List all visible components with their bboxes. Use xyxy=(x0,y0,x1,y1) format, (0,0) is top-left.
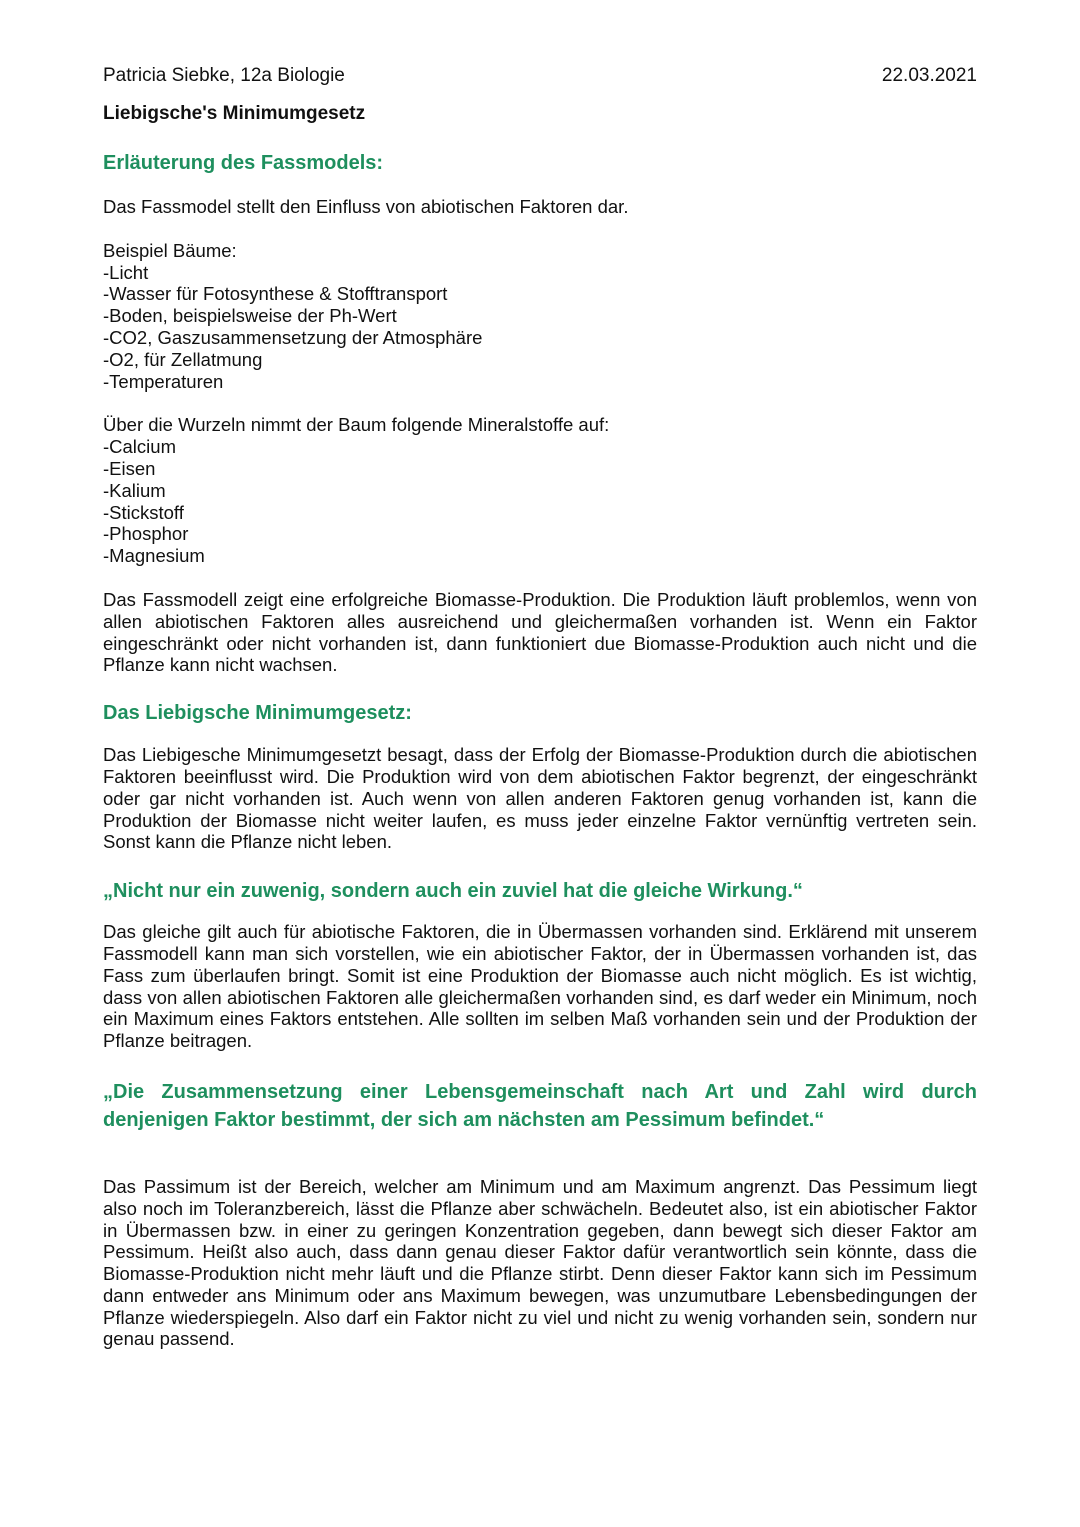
factor-list xyxy=(103,262,977,393)
section-heading-fassmodel: Erläuterung des Fassmodels: xyxy=(103,152,384,174)
list-item: -Kalium xyxy=(103,479,166,501)
document-page xyxy=(103,62,977,1350)
list-item: -Stickstoff xyxy=(103,501,184,523)
list-item: -Boden, beispielsweise der Ph-Wert xyxy=(103,305,397,327)
quote-heading-pessimum: „Die Zusammensetzung einer Lebensgemeinschaft nach Art und Zahl wird durch denjenigen Faktor bestimmt, der sich am nächsten am Pessimum befindet.“ xyxy=(103,1080,977,1131)
mineral-list xyxy=(103,436,977,567)
document-title: Liebigsche's Minimumgesetz xyxy=(103,103,366,124)
list-item: -Licht xyxy=(103,261,149,283)
list-item: -Eisen xyxy=(103,457,156,479)
section-heading-minimumgesetz: Das Liebigsche Minimumgesetz: xyxy=(103,702,412,725)
intro-text: Das Fassmodel stellt den Einfluss von abiotischen Faktoren dar. xyxy=(103,196,629,217)
list-item: -Magnesium xyxy=(103,545,205,567)
list-item: -Wasser für Fotosynthese & Stofftransport xyxy=(103,283,448,305)
example-label: Beispiel Bäume: xyxy=(103,239,237,261)
uebermassen-paragraph: Das gleiche gilt auch für abiotische Faktoren, die in Übermassen vorhanden sind. Erklärend mit unserem Fassmodell kann man sich vorstellen, wie ein abiotischer Faktor, der in Übermassen vorhanden ist, das Fass zum überlaufen bringt. Somit ist eine Produktion der Biomasse auch nicht möglich. Es ist wichtig, dass von allen abiotischen Faktoren alle gleichermaßen vorhanden sind, es darf weder ein Minimum, noch ein Maximum eines Faktors entstehen. Alle sollten im selben Maß vorhanden sein und der Produktion der Pflanze beitragen. xyxy=(103,921,977,1052)
pessimum-paragraph: Das Passimum ist der Bereich, welcher am Minimum und am Maximum angrenzt. Das Pessimum liegt also noch im Toleranzbereich, lässt die Pflanze aber schwächeln. Bedeutet also, ist ein abiotischer Faktor in Übermassen bzw. in einer zu geringen Konzentration gegeben, dann bewegt sich dieser Faktor am Pessimum. Heißt also auch, dass dann genau dieser Faktor dafür verantwortlich sein könnte, dass die Biomasse-Produktion nicht mehr läuft und die Pflanze stirbt. Denn dieser Faktor kann sich im Pessimum dann entweder ans Minimum oder ans Maximum bewegen, was unzumutbare Lebensbedingungen der Pflanze wiederspiegeln. Also darf ein Faktor nicht zu viel und nicht zu wenig vorhanden sein, sondern nur genau passend. xyxy=(103,1175,977,1350)
list-item: -Calcium xyxy=(103,436,176,458)
fassmodel-paragraph: Das Fassmodell zeigt eine erfolgreiche Biomasse-Produktion. Die Produktion läuft problemlos, wenn von allen abiotischen Faktoren alles ausreichend und gleichermaßen vorhanden ist. Wenn ein Faktor eingeschränkt oder nicht vorhanden ist, dann funktioniert due Biomasse-Produktion auch nicht und die Pflanze kann nicht wachsen. xyxy=(103,588,977,676)
minimumgesetz-paragraph: Das Liebigesche Minimumgesetzt besagt, dass der Erfolg der Biomasse-Produktion durch die abiotischen Faktoren beeinflusst wird. Die Produktion wird von dem abiotischen Faktor begrenzt, der eingeschränkt oder gar nicht vorhanden ist. Auch wenn von allen anderen Faktoren genug vorhanden ist, kann die Produktion der Biomasse nicht weiter laufen, es muss jeder einzelne Faktor vernünftig vertreten sein. Sonst kann die Pflanze nicht leben. xyxy=(103,744,977,853)
list-item: -O2, für Zellatmung xyxy=(103,348,263,370)
list-item: -CO2, Gaszusammensetzung der Atmosphäre xyxy=(103,326,483,348)
minerals-label: Über die Wurzeln nimmt der Baum folgende Mineralstoffe auf: xyxy=(103,414,610,436)
quote-heading-zuviel: „Nicht nur ein zuwenig, sondern auch ein zuviel hat die gleiche Wirkung.“ xyxy=(103,880,803,903)
document-header xyxy=(103,62,977,90)
list-item: -Temperaturen xyxy=(103,370,224,392)
document-date: 22.03.2021 xyxy=(881,65,977,86)
author-class: Patricia Siebke, 12a Biologie xyxy=(103,65,345,86)
list-item: -Phosphor xyxy=(103,523,189,545)
